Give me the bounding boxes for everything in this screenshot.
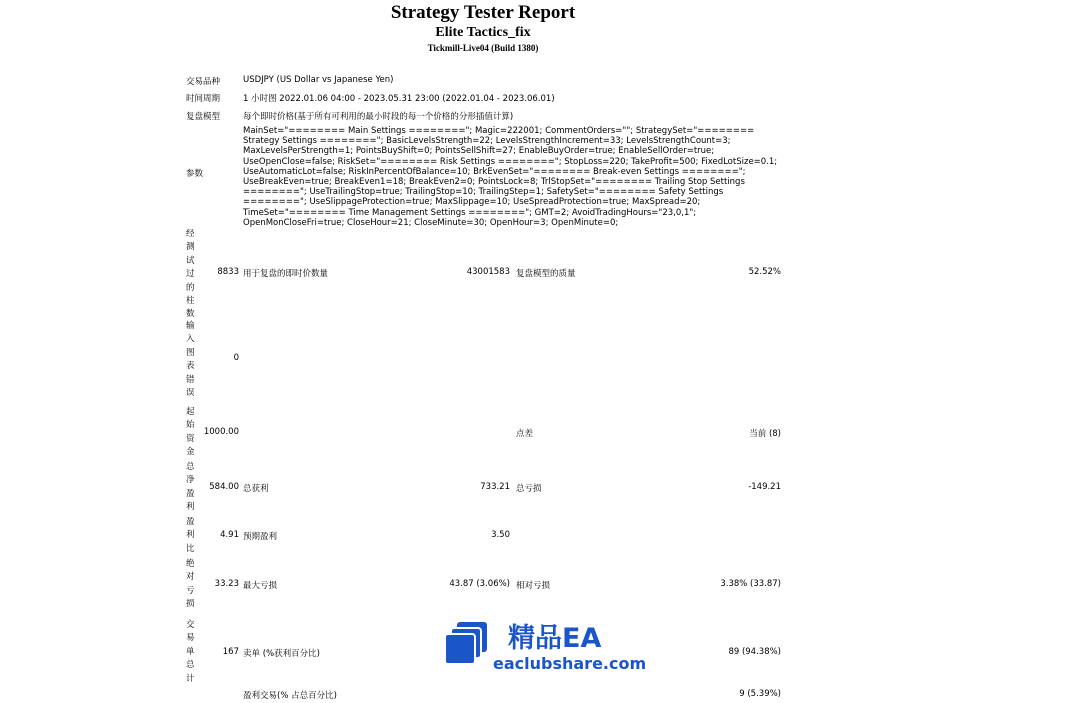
errors-label: 输入图表错误 (186, 321, 195, 399)
abs-drawdown-label: 绝对亏损 (186, 559, 195, 610)
deposit-value: 1000.00 (203, 427, 239, 437)
short-positions-value: 89 (94.38%) (728, 647, 781, 657)
gross-profit-value: 733.21 (480, 482, 510, 492)
quality-label: 复盘模型的质量 (516, 269, 576, 279)
total-trades-value: 167 (222, 647, 239, 657)
bars-label: 经测试过的柱数 (186, 229, 195, 320)
rel-drawdown-value: 3.38% (33.87) (720, 579, 781, 589)
period-label: 时间周期 (186, 94, 221, 104)
model-value: 每个即时价格(基于所有可利用的最小时段的每一个价格的分形插值计算) (243, 112, 514, 122)
expected-payoff-label: 预期盈利 (243, 532, 278, 542)
quality-value: 52.52% (748, 267, 781, 277)
watermark-site: eaclubshare.com (493, 654, 647, 673)
symbol-value: USDJPY (US Dollar vs Japanese Yen) (243, 75, 394, 85)
gross-loss-label: 总亏损 (516, 484, 542, 494)
spread-label: 点差 (516, 429, 534, 439)
deposit-label: 起始资金 (186, 407, 195, 458)
model-label: 复盘模型 (186, 112, 221, 122)
errors-value: 0 (233, 353, 239, 363)
gross-profit-label: 总获利 (243, 484, 269, 494)
rel-drawdown-label: 相对亏损 (516, 581, 551, 591)
params-value: MainSet="======== Main Settings ========"; Magic=222001; CommentOrders=""; StrategySet="======== Strategy Settings ========"; BasicLevelsStrength=22; LevelsStrengthIncrement=33; LevelsStrengthCount=3; MaxLevelsPerStrength=1; PointsBuyShift=0; PointsSellShift=27; EnableBuyOrder=true; EnableSellOrder=true; UseOpenClose=false; RiskSet="======== Risk Settings ========"; StopLoss=220; TakeProfit=500; FixedLotSize=0.1; UseAutomaticLot=false; RiskInPercentOfBalance=10; BrkEvenSet="======== Break-even Settings ========"; UseBreakEven=true; BreakEven1=18; BreakEven2=0; PointsLock=8; TrlStopSet="======== Trailing Stop Settings ========"; UseTrailingStop=true; TrailingStop=10; TrailingStep=1; SafetySet="======== Safety Settings ========"; UseSlippageProtection=true; MaxSlippage=10; UseSpreadProtection=true; MaxSpread=20; TimeSet="======== Time Management Settings ========"; GMT=2; AvoidTradingHours="23,0,1"; OpenMonCloseFri=true; CloseHour=21; CloseMinute=30; OpenHour=3; OpenMinute=0; (243, 126, 778, 228)
spread-value: 当前 (8) (749, 429, 781, 439)
report-title: Strategy Tester Report (390, 2, 576, 23)
stacked-books-icon (445, 622, 491, 670)
max-drawdown-label: 最大亏损 (243, 581, 278, 591)
abs-drawdown-value: 33.23 (214, 579, 239, 589)
profit-factor-label: 盈利比 (186, 517, 195, 554)
bars-value: 8833 (217, 267, 239, 277)
params-label: 参数 (186, 169, 204, 179)
max-drawdown-value: 43.87 (3.06%) (449, 579, 510, 589)
ea-name: Elite Tactics_fix (435, 25, 531, 40)
gross-loss-value: -149.21 (748, 482, 781, 492)
profit-trades-value: 9 (5.39%) (739, 689, 781, 699)
period-value: 1 小时图 2022.01.06 04:00 - 2023.05.31 23:00 (2022.01.04 - 2023.06.01) (243, 94, 555, 104)
ticks-value: 43001583 (466, 267, 510, 277)
watermark-cn: 精品EA (508, 623, 602, 654)
short-positions-label: 卖单 (%获利百分比) (243, 649, 320, 659)
profit-factor-value: 4.91 (220, 530, 239, 540)
profit-trades-label: 盈利交易(% 占总百分比) (243, 691, 337, 701)
net-profit-label: 总净盈利 (186, 462, 195, 513)
server-build: Tickmill-Live04 (Build 1380) (427, 43, 539, 53)
ticks-label: 用于复盘的即时价数量 (243, 269, 329, 279)
net-profit-value: 584.00 (209, 482, 239, 492)
expected-payoff-value: 3.50 (491, 530, 510, 540)
symbol-label: 交易品种 (186, 77, 221, 87)
total-trades-label: 交易单总计 (186, 620, 195, 684)
